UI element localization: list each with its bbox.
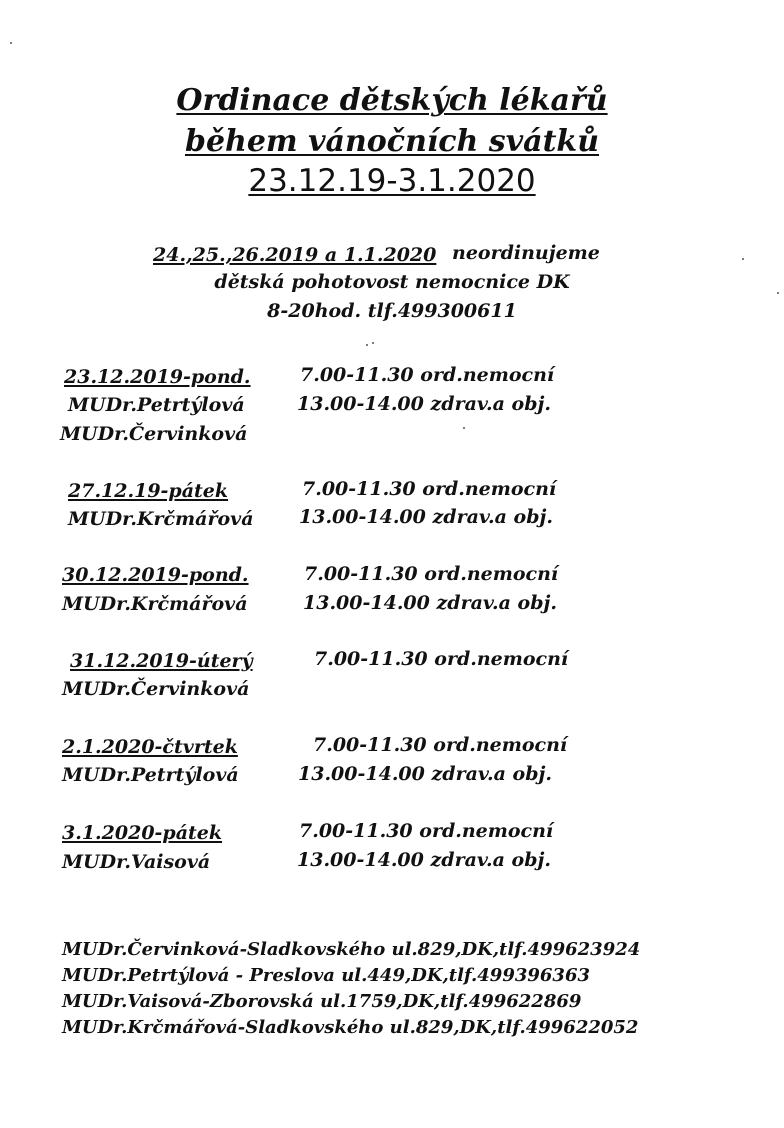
scan-speck: [463, 427, 465, 429]
schedule-hours: 7.00-11.30 ord.nemocní: [313, 734, 568, 756]
schedule-doctor: MUDr.Vaisová: [62, 851, 211, 873]
schedule-date: 2.1.2020-čtvrtek: [62, 736, 238, 758]
contact-line: MUDr.Krčmářová-Sladkovského ul.829,DK,tlf.499622052: [62, 1017, 639, 1038]
schedule-date: 27.12.19-pátek: [68, 480, 229, 502]
scan-speck: [742, 258, 744, 260]
scan-speck: [777, 292, 779, 294]
schedule-hours: 7.00-11.30 ord.nemocní: [314, 648, 569, 670]
contact-line: MUDr.Petrtýlová - Preslova ul.449,DK,tlf.499396363: [62, 965, 591, 986]
schedule-doctor: MUDr.Petrtýlová: [62, 764, 239, 786]
schedule-doctor: MUDr.Červinková: [60, 423, 248, 445]
title-line-2: během vánočních svátků: [184, 124, 600, 159]
schedule-doctor: MUDr.Krčmářová: [68, 508, 254, 530]
schedule-hours: 7.00-11.30 ord.nemocní: [299, 820, 554, 842]
schedule-hours: 13.00-14.00 zdrav.a obj.: [297, 393, 552, 415]
schedule-date: 30.12.2019-pond.: [62, 564, 249, 586]
schedule-date: 3.1.2020-pátek: [62, 822, 223, 844]
scan-speck: [10, 42, 12, 44]
schedule-hours: 7.00-11.30 ord.nemocní: [304, 563, 559, 585]
scan-speck: [366, 344, 368, 346]
title-line-1: Ordinace dětských lékařů: [176, 83, 608, 118]
closed-status: neordinujeme: [452, 242, 600, 264]
emergency-service: dětská pohotovost nemocnice DK: [214, 271, 570, 293]
scan-speck: [372, 342, 374, 344]
schedule-hours: 7.00-11.30 ord.nemocní: [302, 478, 557, 500]
schedule-hours: 13.00-14.00 zdrav.a obj.: [297, 849, 552, 871]
schedule-date: 31.12.2019-úterý: [70, 650, 253, 672]
schedule-date: 23.12.2019-pond.: [64, 366, 251, 388]
schedule-hours: 13.00-14.00 zdrav.a obj.: [298, 763, 553, 785]
schedule-hours: 13.00-14.00 zdrav.a obj.: [303, 592, 558, 614]
closed-dates: 24.,25.,26.2019 a 1.1.2020: [153, 244, 437, 266]
contact-line: MUDr.Červinková-Sladkovského ul.829,DK,tlf.499623924: [62, 939, 641, 960]
schedule-doctor: MUDr.Červinková: [62, 678, 250, 700]
schedule-hours: 7.00-11.30 ord.nemocní: [300, 364, 555, 386]
schedule-doctor: MUDr.Krčmářová: [62, 593, 248, 615]
contact-line: MUDr.Vaisová-Zborovská ul.1759,DK,tlf.499622869: [62, 991, 582, 1012]
schedule-hours: 13.00-14.00 zdrav.a obj.: [299, 506, 554, 528]
emergency-hours: 8-20hod. tlf.499300611: [267, 300, 517, 322]
schedule-doctor: MUDr.Petrtýlová: [68, 394, 245, 416]
title-date-range: 23.12.19-3.1.2020: [248, 163, 536, 199]
